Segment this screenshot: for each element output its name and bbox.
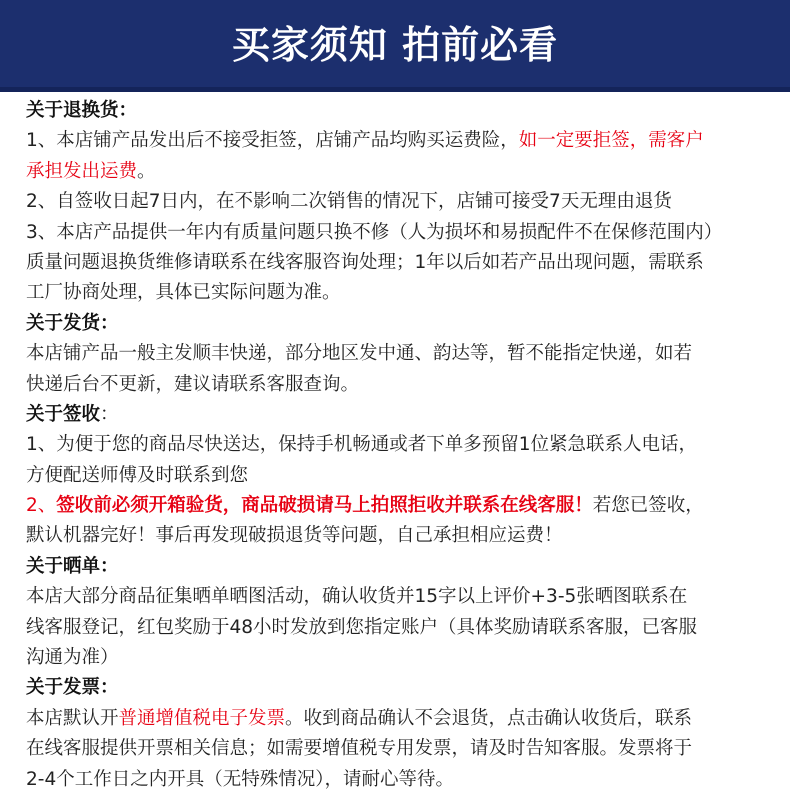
shipping-line-2: 快递后台不更新，建议请联系客服查询。 xyxy=(26,373,360,395)
review-line-3: 沟通为准） xyxy=(26,647,119,669)
returns-line-1 xyxy=(26,126,766,156)
signing-text: 若您已签收， xyxy=(592,495,704,517)
section-heading-shipping: 关于发货： xyxy=(26,312,119,334)
returns-line-6: 工厂协商处理，具体已实际问题为准。 xyxy=(26,282,341,304)
returns-line-4: 3、本店产品提供一年内有质量问题只换不修（人为损坏和易损配件不在保修范围内） xyxy=(26,221,723,243)
signing-warning: 签收前必须开箱验货，商品破损请马上拍照拒收并联系在线客服！ xyxy=(56,495,593,517)
invoice-highlight: 普通增值税电子发票 xyxy=(118,707,286,729)
signing-heading-text: 关于签收 xyxy=(26,403,101,425)
returns-line-2 xyxy=(26,157,766,187)
shipping-line-1: 本店铺产品一般主发顺丰快递，部分地区发中通、韵达等，暂不能指定快递，如若 xyxy=(26,343,693,365)
signing-line-3 xyxy=(26,491,766,521)
returns-line-5: 质量问题退换货维修请联系在线客服咨询处理；1年以后如若产品出现问题，需联系 xyxy=(26,251,704,273)
signing-line-2: 方便配送师傅及时联系到您 xyxy=(26,464,249,486)
signing-number: 2、 xyxy=(26,495,57,517)
returns-highlight: 如一定要拒签，需客户 xyxy=(518,130,704,152)
signing-heading-colon: ： xyxy=(100,403,119,425)
invoice-line-1 xyxy=(26,704,766,734)
banner-underline xyxy=(0,87,790,92)
invoice-text-c: 。收到商品确认不会退货，点击确认收货后，联系 xyxy=(285,707,693,729)
header-banner xyxy=(0,0,790,92)
section-heading-review: 关于晒单： xyxy=(26,555,119,577)
invoice-line-3: 2-4个工作日之内开具（无特殊情况），请耐心等待。 xyxy=(26,768,454,790)
section-heading-returns: 关于退换货： xyxy=(26,100,138,121)
returns-line-3: 2、自签收日起7日内，在不影响二次销售的情况下，店铺可接受7天无理由退货 xyxy=(26,191,672,213)
page-title: 买家须知 拍前必看 xyxy=(231,23,559,67)
review-line-2: 线客服登记，红包奖励于48小时发放到您指定账户（具体奖励请联系客服，已客服 xyxy=(26,616,698,638)
returns-highlight-cont: 承担发出运费 xyxy=(26,160,138,182)
notice-body xyxy=(0,92,790,795)
signing-line-4: 默认机器完好！事后再发现破损退货等问题，自己承担相应运费！ xyxy=(26,525,563,547)
invoice-line-2: 在线客服提供开票相关信息；如需要增值税专用发票，请及时告知客服。发票将于 xyxy=(26,738,693,760)
invoice-text-a: 本店默认开 xyxy=(26,707,119,729)
returns-text: 1、本店铺产品发出后不接受拒签，店铺产品均购买运费险， xyxy=(26,130,519,152)
review-line-1: 本店大部分商品征集晒单晒图活动，确认收货并15字以上评价+3-5张晒图联系在 xyxy=(26,586,688,608)
returns-period: 。 xyxy=(137,160,156,182)
section-heading-invoice: 关于发票： xyxy=(26,677,119,699)
section-heading-signing xyxy=(26,400,766,430)
signing-line-1: 1、为便于您的商品尽快送达，保持手机畅通或者下单多预留1位紧急联系人电话， xyxy=(26,434,698,456)
